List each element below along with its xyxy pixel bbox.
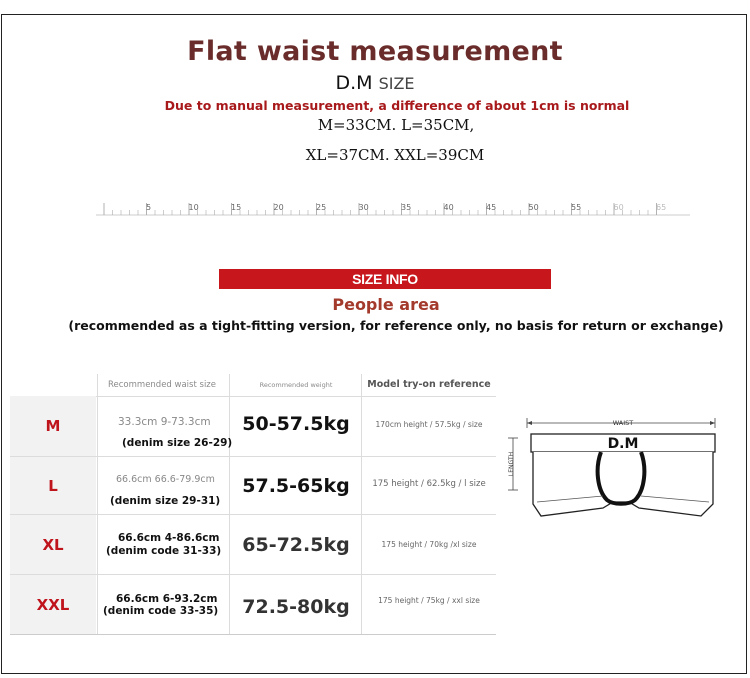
weight-cell: 57.5-65kg	[242, 475, 350, 497]
reference-cell: 175 height / 62.5kg / l size	[372, 479, 486, 489]
size-table	[10, 374, 496, 635]
denim-size: (denim size 29-31)	[110, 495, 221, 507]
waist-cell	[98, 515, 228, 574]
size-cell-m: M	[10, 396, 96, 456]
waist-dimension	[527, 418, 715, 428]
ruler-tick-label: 5	[146, 203, 152, 212]
ruler-tick-label: 25	[316, 203, 327, 212]
weight-cell: 72.5-80kg	[242, 596, 350, 618]
waist-range: 66.6cm 6-93.2cm	[116, 593, 218, 605]
ruler-tick-label: 40	[443, 203, 454, 212]
weight-cell: 50-57.5kg	[242, 413, 350, 435]
ruler-tick-label: 60	[613, 203, 624, 212]
waist-range: 33.3cm 9-73.3cm	[118, 416, 211, 428]
denim-size: (denim code 31-33)	[106, 545, 222, 557]
size-cell-l: L	[10, 457, 96, 514]
ruler-tick-label: 15	[231, 203, 242, 212]
brand-name: D.M	[335, 72, 373, 94]
underwear-diagram	[503, 410, 739, 530]
measurement-note: Due to manual measurement, a difference of about 1cm is normal	[164, 98, 630, 113]
size-measurements-line-2: XL=37CM. XXL=39CM	[305, 146, 485, 164]
size-disclaimer: (recommended as a tight-fitting version, for reference only, no basis for return or exchange)	[68, 318, 724, 333]
ruler-tick-label: 50	[528, 203, 539, 212]
diagram-brand: D.M	[607, 436, 639, 452]
size-measurements-line-1: M=33CM. L=35CM,	[317, 116, 475, 134]
brand-size-suffix: SIZE	[378, 74, 415, 93]
page-title: Flat waist measurement	[187, 36, 563, 67]
waist-cell	[98, 575, 228, 634]
waist-cell	[98, 396, 233, 456]
length-dimension	[508, 438, 518, 490]
ruler-tick-label: 55	[571, 203, 582, 212]
ruler-tick-label: 65	[656, 203, 667, 212]
denim-size: (denim code 33-35)	[103, 605, 219, 617]
weight-cell: 65-72.5kg	[242, 534, 350, 556]
reference-cell: 175 height / 75kg / xxl size	[378, 596, 480, 605]
people-area-heading: People area	[332, 295, 440, 314]
ruler-tick-label: 30	[358, 203, 369, 212]
denim-size: (denim size 26-29)	[122, 437, 233, 449]
reference-cell: 175 height / 70kg /xl size	[381, 540, 477, 549]
measuring-ruler	[0, 195, 750, 221]
brand-line	[0, 72, 750, 94]
waist-cell	[98, 457, 228, 514]
size-cell-xxl: XXL	[10, 575, 96, 634]
ruler-tick-label: 45	[486, 203, 497, 212]
waist-range: 66.6cm 4-86.6cm	[118, 532, 220, 544]
length-label: LENGTH	[508, 451, 515, 477]
header-recommended-weight: Recommended weight	[259, 381, 333, 389]
ruler-tick-label: 10	[188, 203, 199, 212]
header-recommended-waist: Recommended waist size	[108, 380, 216, 390]
reference-cell: 170cm height / 57.5kg / size	[375, 420, 483, 429]
ruler-tick-label: 20	[273, 203, 284, 212]
size-info-banner: SIZE INFO	[219, 269, 551, 289]
waist-label: WAIST	[612, 419, 634, 427]
waist-range: 66.6cm 66.6-79.9cm	[116, 474, 215, 485]
header-model-reference: Model try-on reference	[367, 379, 491, 390]
size-cell-xl: XL	[10, 515, 96, 574]
ruler-tick-label: 35	[401, 203, 412, 212]
